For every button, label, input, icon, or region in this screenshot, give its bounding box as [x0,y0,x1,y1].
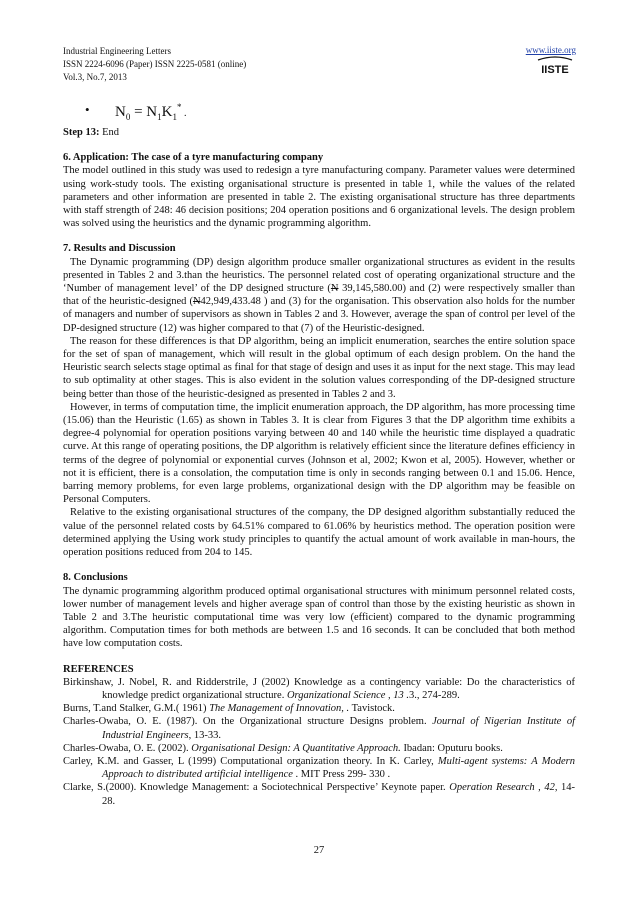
bullet: • [85,102,90,117]
iiste-logo [534,56,576,76]
journal-name: Industrial Engineering Letters [63,46,171,56]
journal-volume: Vol.3, No.7, 2013 [63,72,127,82]
reference-item: Birkinshaw, J. Nobel, R. and Ridderstrile, J (2002) Knowledge as a contingency variable: Do the characteristics of knowledge predict organizational structure. Organizational Science , 13 .3., 274-289. [63,676,575,701]
reference-item: Charles-Owaba, O. E. (2002). Organisational Design: A Quantitative Approach. Ibadan: Oputuru books. [63,742,503,754]
reference-item: Clarke, S.(2000). Knowledge Management: a Sociotechnical Perspective’ Keynote paper. Operation Research , 42, 14-28. [63,782,575,807]
journal-issn: ISSN 2224-6096 (Paper) ISSN 2225-0581 (online) [63,59,247,69]
page-number: 27 [313,845,325,856]
references-title: REFERENCES [63,663,134,675]
svg-text:IISTE: IISTE [541,64,569,76]
section-7-paragraph-2: The reason for these differences is that DP algorithm, being an implicit enumeration, searches the entire solution space for the set of span of management, which will result in the global optimum of each design problem. On the hand the Heuristic search selects stage optimal as final for that stage of design and uses it as input for the next stage. This may lead to sub optimality at other stages. This is also evident in the solution values corresponding of the DP-designed structure being better than those of the heuristic-designed as presented in Tables 2 and 3. [63,335,575,400]
step-13: Step 13: End [63,127,120,138]
section-6-text: The model outlined in this study was used to redesign a tyre manufacturing company. Parameter values were determined using work-study tools. The existing organisational structure is presented in table 1, while the values of the related parameters and other information are presented in table 2. The existing organisational structure has three departments with staff strength of 248: 46 decision positions; 204 operation positions and 6 organizational levels. The design problem was solved using the heuristics and the dynamic programming algorithm. [63,165,575,230]
section-7-title: 7. Results and Discussion [63,243,176,255]
section-6-title: 6. Application: The case of a tyre manufacturing company [63,152,324,164]
references-section [63,663,575,808]
section-7-paragraph-1: The Dynamic programming (DP) design algorithm produce smaller organizational structures as evident in the results presented in Tables 2 and 3.than the heuristics. The personnel related cost of operating organizational structure and the ‘Number of management level’ of the DP designed structure (N 39,145,580.00) and (2) were respectively smaller than that of the heuristic-designed (N42,949,433.48 ) and (3) for the organisation. This observation also holds for the number of managers and number of supervisors as shown in Tables 2 and 3. However, average the span of control per level of the DP-designed structure (12) was higher compared to that (7) of the Heuristic-designed. [63,256,576,334]
section-results [63,242,575,559]
reference-item: Carley, K.M. and Gasser, L (1999) Computational organization theory. In K. Carley, Multi-agent systems: A Modern Approach to distributed artificial intelligence . MIT Press 299- 330 . [63,755,575,781]
reference-item: Burns, T.and Stalker, G.M.( 1961) The Management of Innovation, . Tavistock. [63,703,395,715]
section-8-title: 8. Conclusions [63,572,128,584]
section-conclusions [63,571,575,650]
reference-item: Charles-Owaba, O. E. (1987). On the Organizational structure Designs problem. Journal of Nigerian Institute of Industrial Engineers, 13-33. [63,716,576,741]
section-7-paragraph-4: Relative to the existing organisational structures of the company, the DP designed algorithm substantially reduced the value of the personnel related costs by 64.51% compared to 61.06% by heuristics method. The operation position were determined applying the Using work study principles to quantify the actual amount of work available in man-hours, the operation positions reduced from 204 to 145. [63,507,575,559]
section-application [63,151,575,230]
equation-expression: $N_0 = N_1K_1^*$ . [115,102,187,122]
journal-url[interactable]: www.iiste.org [525,45,576,55]
equation [85,100,575,126]
section-7-paragraph-3: However, in terms of computation time, the implicit enumeration approach, the DP algorithm, has more processing time (15.06) than the Heuristic (1.65) as shown in Tables 3. It is clear from Figures 3 that the DP algorithm time exhibits a degree-4 polynomial for operation positions varying between 40 and 140 while the heuristic time displayed a quadratic curve. At this range of operating positions, the DP algorithm is relatively efficient since the literature defines efficiency in terms of the degree of polynomial or exponential curves (Johnson et al, 2002; Kwon et al, 2005). However, whether or not it is efficient, there is a consolation, the computation time is only in seconds ranging between 0.1 and 15.06. Hence, barring memory problems, for even large problems, organizational design with the DP algorithm may be feasible on Personal Computers. [63,401,575,506]
article-body [63,100,575,808]
section-8-text: The dynamic programming algorithm produced optimal organisational structures with minimum personnel related costs, lower number of management levels and higher average span of control than those by the existing heuristic as shown in Table 2 and 3.The heuristic computational time was very low (efficient) compared to the dynamic programming algorithm. Computation times for both methods are between 1.5 and 16 seconds. It can be concluded that both method have low computation costs. [63,585,575,650]
